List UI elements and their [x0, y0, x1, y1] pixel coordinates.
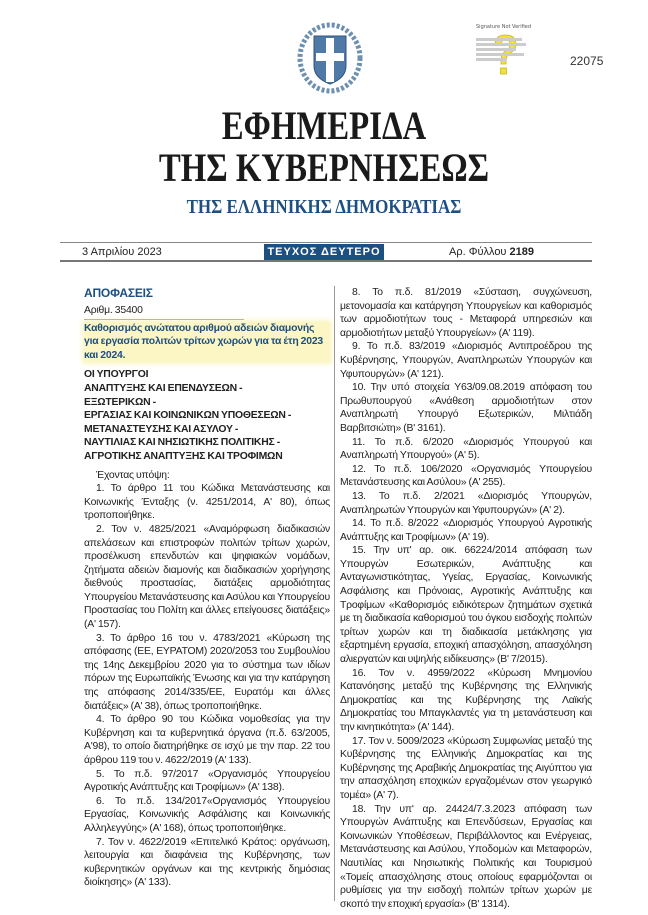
list-item: 4. Το άρθρο 90 του Κώδικα νομοθεσίας για την Κυβέρνηση και τα κυβερνητικά όργανα (π.δ. 63/2005, Α'98), το οποίο διατηρήθηκε σε ισχύ με την παρ. 22 του άρθρου 119 του ν. 4622/2019 (Α' 133). — [84, 714, 330, 766]
signature-stamp: Signature Not Verified — [476, 24, 536, 96]
sheet-number: Αρ. Φύλλου 2189 — [448, 246, 534, 258]
list-item: 2. Τον ν. 4825/2021 «Αναμόρφωση διαδικασιών απελάσεων και επιστροφών πολιτών τρίτων χωρών, προσέλκυση επενδυτών και ψηφιακών νομάδων, ζητήματα αδειών διαμονής και διαδικασιών χορήγησης διεθνούς προστασίας, διατάξεις αρμοδιότητας Υπουργείου Μετανάστευσης και Ασύλου και Υπουργείου Προστασίας του Πολίτη και άλλες επείγουσες διατάξεις» (Α' 157). — [84, 523, 330, 631]
column-divider — [334, 286, 335, 901]
list-item: 7. Τον ν. 4622/2019 «Επιτελικό Κράτος: οργάνωση, λειτουργία και διαφάνεια της Κυβέρνησης, των κυβερνητικών οργάνων και της κεντρικής δημόσιας διοίκησης» (Α' 133). — [84, 836, 330, 889]
issue-bar — [60, 244, 592, 260]
header-bottom-rule — [60, 260, 592, 262]
list-item: 10. Την υπό στοιχεία Υ63/09.08.2019 απόφαση του Πρωθυπουργού «Ανάθεση αρμοδιοτήτων στον Αναπληρωτή Υπουργό Εξωτερικών, Μιλτιάδη Βαρβιτσιώτη» (Β' 3161). — [340, 382, 592, 434]
list-item: 16. Τον ν. 4959/2022 «Κύρωση Μνημονίου Κατανόησης μεταξύ της Κυβέρνησης της Ελληνικής Δημοκρατίας και της Κυβέρνησης της Λαϊκής Δημοκρατίας του Μπαγκλαντές για τη μετανάστευση και την κινητικότητα» (Α' 144). — [340, 667, 592, 733]
list-item: 5. Το π.δ. 97/2017 «Οργανισμός Υπουργείου Αγροτικής Ανάπτυξης και Τροφίμων» (Α' 138). — [84, 768, 330, 794]
issue-date: 3 Απριλίου 2023 — [82, 246, 162, 258]
decision-title: Καθορισμός ανώτατου αριθμού αδειών διαμονής για εργασία πολιτών τρίτων χωρών για τα έτη 2023 και 2024. — [84, 322, 330, 363]
masthead-title-line2: ΤΗΣ ΚΥΒΕΡΝΗΣΕΩΣ — [158, 145, 490, 190]
list-item: 14. Το π.δ. 8/2022 «Διορισμός Υπουργού Αγροτικής Ανάπτυξης και Τροφίμων» (Α' 19). — [340, 518, 592, 543]
signature-details-graphic — [476, 38, 536, 61]
list-item: 11. Το π.δ. 6/2020 «Διορισμός Υπουργού και Αναπληρωτή Υπουργού» (Α' 5). — [340, 436, 592, 462]
list-item: 9. Το π.δ. 83/2019 «Διορισμός Αντιπροέδρου της Κυβέρνησης, Υπουργών, Αναπληρωτών Υπουργών και Υφυπουργών» (Α' 121). — [340, 341, 592, 380]
considering-label: Έχοντας υπόψη: — [96, 469, 170, 481]
list-item: 15. Την υπ' αρ. οικ. 66224/2014 απόφαση των Υπουργών Εσωτερικών, Ανάπτυξης και Ανταγωνιστικότητας, Υγείας, Εργασίας, Κοινωνικής Ασφάλισης και Πρόνοιας, Αγροτικής Ανάπτυξης και Τροφίμων «Καθορισμός ειδικότερων ζητημάτων σχετικά με τη διαδικασία καθορισμού του όγκου εισδοχής πολιτών τρίτων χωρών και τη διαδικασία μετάκλησης για εξαρτημένη εργασία, εποχική απασχόληση, απασχόληση αλιεργατών και υψηλής ειδίκευσης» (Β' 7/2015). — [340, 545, 592, 666]
ministers-block: ΟΙ ΥΠΟΥΡΓΟΙ ΑΝΑΠΤΥΞΗΣ ΚΑΙ ΕΠΕΝΔΥΣΕΩΝ - ΕΞΩΤΕΡΙΚΩΝ - ΕΡΓΑΣΙΑΣ ΚΑΙ ΚΟΙΝΩΝΙΚΩΝ ΥΠΟΘΕΣΕΩΝ - ΜΕΤΑΝΑΣΤΕΥΣΗΣ ΚΑΙ ΑΣΥΛΟΥ - ΝΑΥΤΙΛΙΑΣ ΚΑΙ ΝΗΣΙΩΤΙΚΗΣ ΠΟΛΙΤΙΚΗΣ - ΑΓΡΟΤΙΚΗΣ ΑΝΑΠΤΥΞΗΣ ΚΑΙ ΤΡΟΦΙΜΩΝ — [84, 369, 292, 462]
left-column — [84, 286, 330, 890]
greek-coat-of-arms-icon — [296, 22, 364, 94]
masthead-subtitle: ΤΗΣ ΕΛΛΗΝΙΚΗΣ ΔΗΜΟΚΡΑΤΙΑΣ — [186, 196, 462, 218]
list-item: 13. Το π.δ. 2/2021 «Διορισμός Υπουργών, Αναπληρωτών Υπουργών και Υφυπουργών» (Α' 2). — [340, 490, 592, 516]
header-top-rule — [60, 242, 592, 243]
list-item: 6. Το π.δ. 134/2017«Οργανισμός Υπουργείου Εργασίας, Κοινωνικής Ασφάλισης και Κοινωνικής Αλληλεγγύης» (Α' 168), όπως τροποποιήθηκε. — [84, 795, 330, 834]
list-item: 8. Το π.δ. 81/2019 «Σύσταση, συγχώνευση, μετονομασία και κατάργηση Υπουργείων και καθορισμός των αρμοδιοτήτων τους - Μεταφορά υπηρεσιών και αρμοδιοτήτων μεταξύ Υπουργείων» (Α' 119). — [340, 287, 592, 339]
list-item: 1. Το άρθρο 11 του Κώδικα Μετανάστευσης και Κοινωνικής Ένταξης (ν. 4251/2014, Α' 80), όπως τροποποιήθηκε. — [84, 483, 330, 522]
list-item: 12. Το π.δ. 106/2020 «Οργανισμός Υπουργείου Μετανάστευσης και Ασύλου» (Α' 255). — [340, 463, 592, 489]
masthead-title-line1: ΕΦΗΜΕΡΙΔΑ — [221, 103, 427, 148]
page-number: 22075 — [570, 54, 604, 68]
decision-number: Αριθμ. 35400 — [84, 304, 244, 320]
list-item: 3. Το άρθρο 16 του ν. 4783/2021 «Κύρωση της απόφασης (ΕΕ, ΕΥΡΑΤΟΜ) 2020/2053 του Συμβουλίου της 14ης Δεκεμβρίου 2020 για το σύστημα των ιδίων πόρων της Ευρωπαϊκής Ένωσης και για την κατάργηση της απόφασης 2014/335/ΕΕ, Ευρατόμ και άλλες διατάξεις» (Α' 38), όπως τροποποιήθηκε. — [84, 632, 330, 712]
list-item: 18. Την υπ' αρ. 24424/7.3.2023 απόφαση των Υπουργών Ανάπτυξης και Επενδύσεων, Εργασίας και Κοινωνικών Υποθέσεων, Περιβάλλοντος και Ενέργειας, Μετανάστευσης και Ασύλου, Υποδομών και Μεταφορών, Ναυτιλίας και Νησιωτικής Πολιτικής και Τουρισμού «Τομείς απασχόλησης στους οποίους εφαρμόζονται οι ρυθμίσεις για την εισδοχή πολιτών τρίτων χωρών με σκοπό την εποχική εργασία» (Β' 1314). — [340, 803, 592, 910]
section-heading: ΑΠΟΦΑΣΕΙΣ — [84, 286, 153, 300]
issue-type: ΤΕΥΧΟΣ ΔΕΥΤΕΡΟ — [264, 244, 384, 260]
right-column — [340, 286, 592, 911]
list-item: 17. Τον ν. 5009/2023 «Κύρωση Συμφωνίας μεταξύ της Κυβέρνησης της Ελληνικής Δημοκρατίας και της Κυβέρνησης της Αραβικής Δημοκρατίας της Αιγύπτου για την απασχόληση εποχικών εργαζομένων στον γεωργικό τομέα» (Α' 7). — [340, 735, 592, 801]
